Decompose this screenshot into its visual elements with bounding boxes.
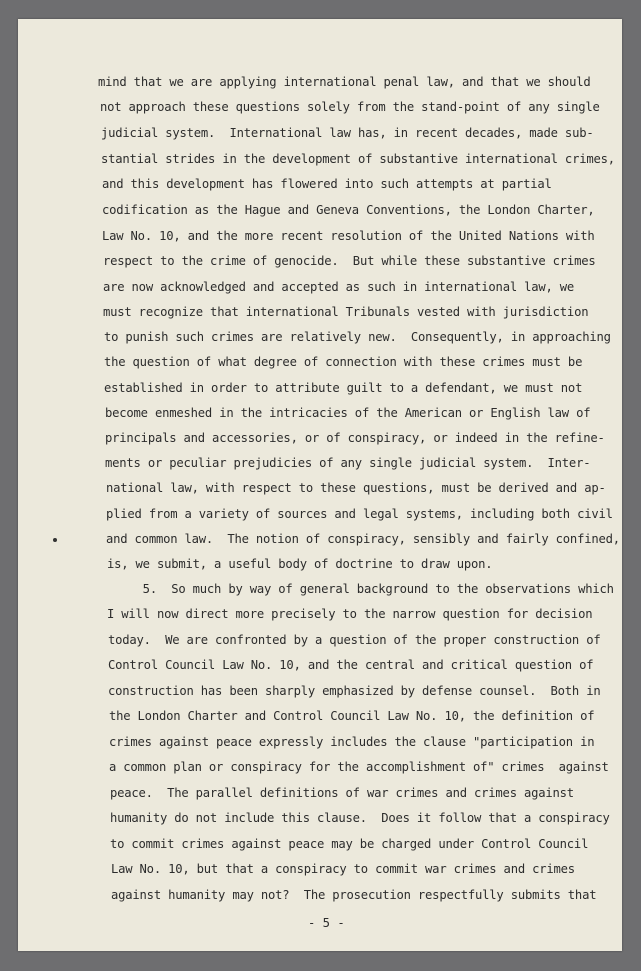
- text-line: humanity do not include this clause. Does it follow that a conspiracy: [110, 811, 610, 825]
- text-line: become enmeshed in the intricacies of the American or English law of: [105, 406, 591, 420]
- text-line: and this development has flowered into such attempts at partial: [102, 177, 552, 191]
- text-line: a common plan or conspiracy for the accomplishment of" crimes against: [109, 760, 609, 774]
- text-line: national law, with respect to these questions, must be derived and ap-: [106, 481, 606, 495]
- text-line: today. We are confronted by a question of the proper construction of: [108, 633, 601, 647]
- text-line: mind that we are applying international penal law, and that we should: [98, 75, 591, 89]
- text-line: I will now direct more precisely to the narrow question for decision: [107, 607, 593, 621]
- text-line: and common law. The notion of conspiracy, sensibly and fairly confined,: [106, 532, 620, 546]
- text-line: 5. So much by way of general background to the observations which: [107, 582, 614, 596]
- text-line: principals and accessories, or of conspiracy, or indeed in the refine-: [105, 431, 605, 445]
- text-line: respect to the crime of genocide. But while these substantive crimes: [103, 254, 596, 268]
- text-line: stantial strides in the development of substantive international crimes,: [101, 152, 615, 166]
- text-line: not approach these questions solely from the stand-point of any single: [100, 100, 600, 114]
- text-line: Control Council Law No. 10, and the central and critical question of: [108, 658, 594, 672]
- text-line: judicial system. International law has, in recent decades, made sub-: [101, 126, 594, 140]
- document-page: [18, 19, 622, 951]
- text-line: are now acknowledged and accepted as such in international law, we: [103, 280, 575, 294]
- text-line: is, we submit, a useful body of doctrine to draw upon.: [107, 557, 493, 571]
- text-line: plied from a variety of sources and legal systems, including both civil: [106, 507, 613, 521]
- text-line: Law No. 10, but that a conspiracy to commit war crimes and crimes: [111, 862, 575, 876]
- text-line: ments or peculiar prejudicies of any single judicial system. Inter-: [105, 456, 591, 470]
- margin-mark: [53, 538, 57, 542]
- text-line: to commit crimes against peace may be charged under Control Council: [110, 837, 589, 851]
- text-line: construction has been sharply emphasized by defense counsel. Both in: [108, 684, 601, 698]
- text-line: Law No. 10, and the more recent resolution of the United Nations with: [102, 229, 595, 243]
- page-number: - 5 -: [308, 916, 345, 930]
- text-line: against humanity may not? The prosecution respectfully submits that: [111, 888, 597, 902]
- text-line: the question of what degree of connection with these crimes must be: [104, 355, 583, 369]
- text-line: codification as the Hague and Geneva Conventions, the London Charter,: [102, 203, 595, 217]
- text-line: the London Charter and Control Council Law No. 10, the definition of: [109, 709, 595, 723]
- text-line: established in order to attribute guilt to a defendant, we must not: [104, 381, 583, 395]
- text-line: crimes against peace expressly includes the clause "participation in: [109, 735, 595, 749]
- text-line: peace. The parallel definitions of war crimes and crimes against: [110, 786, 574, 800]
- text-line: to punish such crimes are relatively new. Consequently, in approaching: [104, 330, 611, 344]
- text-line: must recognize that international Tribunals vested with jurisdiction: [103, 305, 589, 319]
